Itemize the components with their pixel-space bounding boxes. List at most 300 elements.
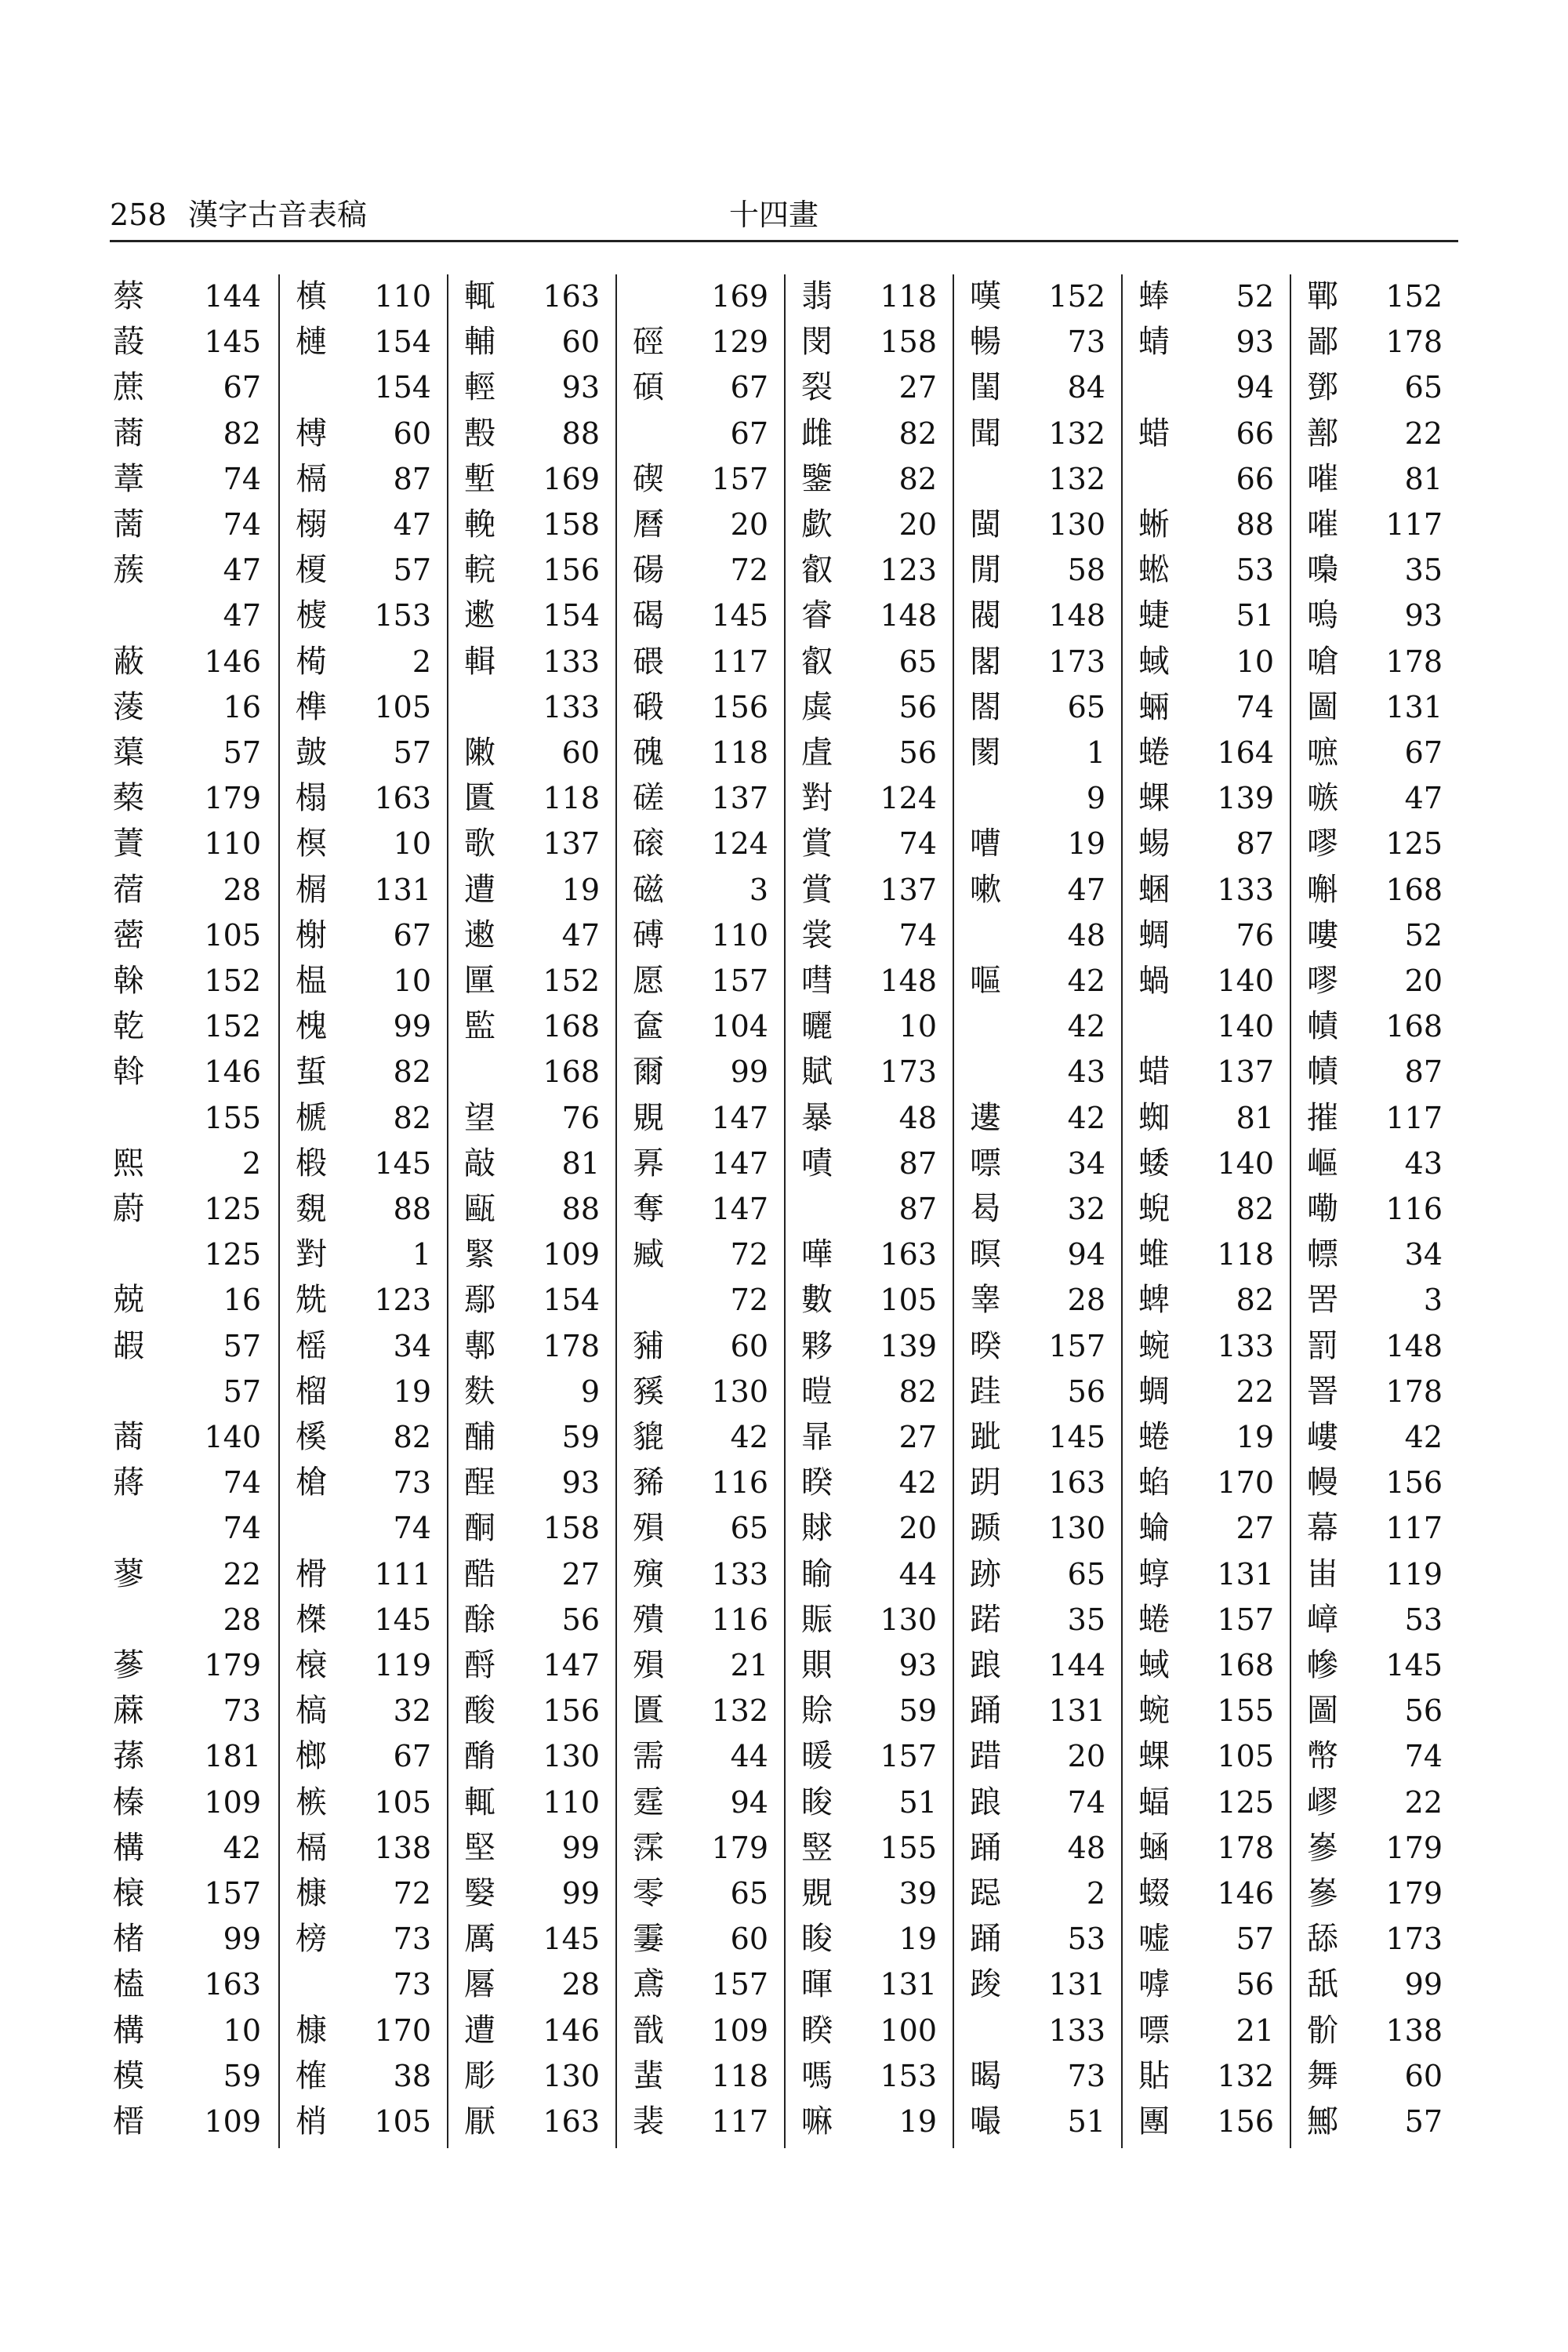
character: 團 (1138, 2103, 1170, 2140)
character: 暃 (801, 1419, 833, 1455)
character: 貔 (633, 1419, 664, 1455)
character: 蔆 (113, 688, 144, 725)
page-reference: 67 (393, 1739, 431, 1774)
page-reference: 168 (543, 1054, 600, 1090)
page-reference: 154 (374, 370, 431, 405)
index-entry (617, 1506, 786, 1551)
page-reference: 145 (543, 1922, 600, 1957)
page-reference: 118 (880, 279, 937, 314)
page-reference: 145 (374, 1145, 431, 1181)
index-entry (110, 548, 278, 593)
character: 舔 (1307, 1921, 1338, 1958)
character: 鄯 (1307, 415, 1338, 452)
index-entry (1291, 1050, 1460, 1094)
page-reference: 93 (1236, 325, 1274, 360)
character: 歌 (464, 826, 495, 862)
index-entry (786, 1552, 954, 1597)
page-reference: 99 (1404, 1967, 1443, 2002)
character: 輔 (464, 324, 495, 361)
page-reference: 133 (1217, 1328, 1274, 1363)
index-entry (280, 1187, 448, 1232)
character: 對 (296, 1236, 327, 1273)
page-reference: 60 (1404, 2058, 1443, 2093)
index-entry (617, 593, 786, 638)
character: 愿 (633, 963, 664, 999)
character: 舞 (1307, 2057, 1338, 2094)
character: 罟 (1307, 1282, 1338, 1319)
index-entry (786, 274, 954, 319)
character: 嘛 (801, 2103, 833, 2140)
page-reference: 116 (711, 1602, 768, 1637)
page-reference: 181 (204, 1739, 261, 1774)
page-reference: 65 (1067, 689, 1105, 724)
character: 殞 (633, 1510, 664, 1547)
character: 榛 (113, 1784, 144, 1820)
index-entry (110, 2054, 278, 2099)
character: 嗺 (1307, 460, 1338, 497)
page-reference: 53 (1404, 1602, 1443, 1637)
character: 閩 (970, 506, 1001, 543)
index-entry (617, 320, 786, 365)
page-reference: 145 (204, 325, 261, 360)
index-entry (786, 1232, 954, 1277)
character: 睽 (801, 1465, 833, 1501)
index-entry (110, 1142, 278, 1186)
page-reference: 105 (374, 2104, 431, 2139)
page-reference: 130 (880, 1602, 937, 1637)
index-entry (954, 685, 1123, 730)
character: 榅 (296, 963, 327, 999)
index-entry (280, 1461, 448, 1505)
index-entry (954, 1552, 1123, 1597)
index-entry (448, 1415, 617, 1460)
page-reference: 44 (898, 1556, 937, 1592)
page-reference: 20 (898, 1511, 937, 1546)
page-reference: 119 (374, 1648, 431, 1682)
page-header (110, 193, 1458, 242)
page-reference: 170 (1217, 1465, 1274, 1501)
index-entry (280, 1552, 448, 1597)
index-entry (1291, 1506, 1460, 1551)
page-reference: 154 (543, 1283, 600, 1318)
page-reference: 74 (898, 917, 937, 953)
character: 圖 (1307, 1693, 1338, 1730)
index-entry (786, 365, 954, 410)
index-entry (1291, 1871, 1460, 1916)
index-entry (617, 1871, 786, 1916)
index-entry (1291, 731, 1460, 775)
character: 蜥 (1138, 506, 1170, 543)
index-entry (1291, 868, 1460, 913)
index-entry (1123, 1187, 1291, 1232)
character: 監 (464, 1008, 495, 1045)
character: 榠 (296, 826, 327, 862)
index-entry (448, 1096, 617, 1141)
page-reference: 42 (898, 1465, 937, 1501)
character: 鄟 (464, 1327, 495, 1364)
index-entry (1291, 1370, 1460, 1414)
character: 鳶 (633, 1966, 664, 2003)
index-entry (954, 2054, 1123, 2099)
character: 嫛 (464, 1875, 495, 1911)
page-reference: 109 (543, 1237, 600, 1272)
character: 磋 (633, 780, 664, 817)
character: 賕 (801, 1510, 833, 1547)
page-reference: 133 (543, 689, 600, 724)
character: 槙 (296, 278, 327, 314)
character: 酲 (464, 1465, 495, 1501)
page-reference: 105 (374, 689, 431, 724)
character: 嘆 (970, 278, 1001, 314)
index-entry (1123, 412, 1291, 456)
page-reference: 42 (730, 1420, 768, 1454)
character: 幓 (1307, 1647, 1338, 1683)
index-entry (280, 776, 448, 821)
character: 蜩 (1138, 916, 1170, 953)
index-column (1290, 274, 1460, 2148)
index-entry (617, 1643, 786, 1688)
index-entry (954, 1142, 1123, 1186)
index-entry (954, 548, 1123, 593)
page-reference: 53 (1067, 1922, 1105, 1957)
index-entry (1291, 1780, 1460, 1825)
page-reference: 93 (898, 1648, 937, 1682)
character: 聞 (970, 415, 1001, 452)
index-entry (280, 1004, 448, 1049)
character: 暟 (801, 1373, 833, 1410)
page-reference: 125 (1385, 826, 1443, 862)
page-reference: 146 (1217, 1876, 1274, 1911)
index-entry (786, 1187, 954, 1232)
character: 嶁 (1307, 1419, 1338, 1455)
page-reference: 153 (880, 2058, 937, 2093)
page-reference: 139 (880, 1328, 937, 1363)
index-entry (280, 959, 448, 1004)
page-reference: 84 (1067, 370, 1105, 405)
page-reference: 42 (1404, 1420, 1443, 1454)
index-entry (954, 1232, 1123, 1277)
index-entry (110, 959, 278, 1004)
page-reference: 35 (1404, 553, 1443, 588)
character: 榦 (113, 963, 144, 999)
page-reference: 100 (880, 2013, 937, 2048)
page-reference: 65 (730, 1511, 768, 1546)
character: 蔏 (113, 1419, 144, 1455)
index-entry (448, 1278, 617, 1323)
index-entry (448, 1780, 617, 1825)
page-reference: 73 (1067, 325, 1105, 360)
character: 榷 (296, 2057, 327, 2094)
index-entry (110, 1050, 278, 1094)
page-reference: 152 (1385, 279, 1443, 314)
page-reference: 179 (204, 781, 261, 816)
index-column (110, 274, 278, 2148)
character: 罯 (1307, 1373, 1338, 1410)
index-entry (448, 1826, 617, 1871)
character: 舐 (1307, 1966, 1338, 2003)
page-reference: 59 (561, 1420, 600, 1454)
character: 蜠 (1138, 871, 1170, 908)
character: 貼 (1138, 2057, 1170, 2094)
index-entry (617, 1370, 786, 1414)
index-entry (448, 776, 617, 821)
page-reference: 124 (711, 826, 768, 862)
page-reference: 51 (898, 1784, 937, 1820)
index-entry (110, 412, 278, 456)
index-entry (110, 776, 278, 821)
page-reference: 47 (393, 507, 431, 542)
character: 皷 (296, 735, 327, 771)
index-entry (954, 1871, 1123, 1916)
index-entry (448, 1461, 617, 1505)
character: 睿 (801, 597, 833, 634)
page-reference: 27 (561, 1556, 600, 1592)
page-reference: 93 (561, 370, 600, 405)
character: 蔣 (113, 1465, 144, 1501)
character: 跀 (970, 1465, 1001, 1501)
character: 輐 (464, 552, 495, 589)
page-reference: 156 (711, 689, 768, 724)
index-entry (280, 1142, 448, 1186)
index-entry (1291, 1826, 1460, 1871)
index-entry (954, 731, 1123, 775)
page-reference: 154 (374, 325, 431, 360)
character: 麩 (464, 1373, 495, 1410)
character: 蜬 (1138, 1829, 1170, 1866)
index-entry (280, 1826, 448, 1871)
index-entry (448, 274, 617, 319)
page-reference: 156 (1385, 1465, 1443, 1501)
index-entry (110, 503, 278, 547)
character: 閥 (970, 597, 1001, 634)
index-entry (786, 1689, 954, 1733)
character: 榗 (113, 2103, 144, 2140)
index-entry (617, 1598, 786, 1642)
character: 臧 (633, 1236, 664, 1273)
character: 覞 (801, 1875, 833, 1911)
index-entry (954, 1780, 1123, 1825)
page-reference: 47 (223, 553, 261, 588)
character: 榽 (296, 1419, 327, 1455)
page-reference: 125 (1217, 1784, 1274, 1820)
page-reference: 132 (1048, 416, 1105, 451)
character: 碫 (633, 688, 664, 725)
page-reference: 87 (898, 1192, 937, 1226)
index-entry (617, 548, 786, 593)
index-entry (786, 959, 954, 1004)
index-entry (617, 1689, 786, 1733)
index-entry (448, 2100, 617, 2144)
index-entry (448, 868, 617, 913)
character: 鄲 (1307, 278, 1338, 314)
index-entry (786, 1598, 954, 1642)
page-reference: 118 (1217, 1237, 1274, 1272)
character: 榼 (113, 1966, 144, 2003)
page-reference: 82 (898, 1374, 937, 1409)
character: 槆 (296, 643, 327, 680)
page-reference: 39 (898, 1876, 937, 1911)
character: 裂 (801, 369, 833, 406)
page-reference: 157 (1048, 1328, 1105, 1363)
page-reference: 179 (1385, 1876, 1443, 1911)
character: 蜲 (1138, 1145, 1170, 1181)
character: 嘝 (1307, 871, 1338, 908)
character: 嗽 (970, 871, 1001, 908)
page-reference: 66 (1236, 461, 1274, 496)
page-reference: 140 (1217, 1145, 1274, 1181)
page-reference: 9 (1086, 781, 1105, 816)
page-reference: 21 (1236, 2013, 1274, 2048)
index-column (784, 274, 954, 2148)
index-entry (786, 1415, 954, 1460)
index-entry (617, 412, 786, 456)
index-entry (280, 1324, 448, 1369)
index-entry (280, 1232, 448, 1277)
index-entry (110, 1004, 278, 1049)
page-reference: 16 (223, 1283, 261, 1318)
character: 鄙 (1307, 324, 1338, 361)
page-reference: 145 (1385, 1648, 1443, 1682)
character: 榭 (296, 916, 327, 953)
page-reference: 152 (543, 964, 600, 998)
character: 蔤 (113, 916, 144, 953)
page-reference: 88 (561, 416, 600, 451)
page-reference: 57 (223, 735, 261, 770)
index-entry (1291, 822, 1460, 866)
page-reference: 56 (1404, 1693, 1443, 1729)
character: 嘌 (970, 1145, 1001, 1181)
index-entry (110, 731, 278, 775)
index-entry (1123, 731, 1291, 775)
page-reference: 148 (1385, 1328, 1443, 1363)
page-reference: 72 (393, 1876, 431, 1911)
index-entry (1123, 1552, 1291, 1597)
page-reference: 67 (730, 416, 768, 451)
character: 睮 (801, 1555, 833, 1592)
page-reference: 168 (1385, 1009, 1443, 1044)
page-reference: 147 (711, 1192, 768, 1226)
index-entry (448, 457, 617, 502)
index-entry (1291, 2054, 1460, 2099)
index-entry (448, 1643, 617, 1688)
character: 蜷 (1138, 735, 1170, 771)
page-reference: 133 (1048, 2013, 1105, 2048)
character: 槺 (296, 1875, 327, 1911)
index-entry (1291, 1187, 1460, 1232)
page-reference: 19 (1236, 1420, 1274, 1454)
character: 蜱 (1138, 1282, 1170, 1319)
index-entry (110, 365, 278, 410)
index-entry (1291, 1142, 1460, 1186)
page-reference: 116 (711, 1465, 768, 1501)
character: 蜚 (633, 2057, 664, 2094)
index-entry (786, 1324, 954, 1369)
character: 暖 (801, 1738, 833, 1775)
character: 嵾 (1307, 1875, 1338, 1911)
page-reference: 168 (543, 1009, 600, 1044)
page-reference: 99 (223, 1922, 261, 1957)
page-reference: 154 (543, 598, 600, 633)
character: 蔘 (113, 1647, 144, 1683)
character: 蔏 (113, 415, 144, 452)
character: 碣 (633, 597, 664, 634)
character: 酳 (464, 1738, 495, 1775)
index-entry (280, 913, 448, 958)
index-entry (1123, 1415, 1291, 1460)
page-reference: 48 (898, 1100, 937, 1135)
page-reference: 34 (393, 1328, 431, 1363)
page-reference: 138 (374, 1830, 431, 1865)
index-entry (1123, 2100, 1291, 2144)
character: 鄦 (1307, 2103, 1338, 2140)
character: 酴 (464, 1601, 495, 1638)
page-reference: 1 (412, 1237, 431, 1272)
page-reference: 73 (393, 1465, 431, 1501)
character-index-table (110, 274, 1458, 2148)
index-entry (448, 548, 617, 593)
character: 蓿 (113, 871, 144, 908)
index-entry (954, 593, 1123, 638)
page-reference: 163 (1048, 1465, 1105, 1501)
index-entry (954, 274, 1123, 319)
page-reference: 137 (711, 781, 768, 816)
page-reference: 10 (898, 1009, 937, 1044)
character: 蔗 (113, 369, 144, 406)
character: 蹃 (970, 1601, 1001, 1638)
index-entry (617, 365, 786, 410)
character: 酮 (464, 1510, 495, 1547)
page-reference: 179 (204, 1648, 261, 1682)
index-entry (786, 685, 954, 730)
character: 斡 (113, 1054, 144, 1091)
character: 蜼 (1138, 1236, 1170, 1273)
character: 踉 (970, 1647, 1001, 1683)
page-reference: 158 (543, 507, 600, 542)
index-entry (617, 2009, 786, 2053)
page-reference: 76 (561, 1100, 600, 1135)
index-entry (448, 1370, 617, 1414)
character: 磁 (633, 871, 664, 908)
page-reference: 74 (1404, 1739, 1443, 1774)
index-entry (617, 1278, 786, 1323)
index-entry (954, 2100, 1123, 2144)
page-reference: 60 (561, 735, 600, 770)
page-reference: 67 (393, 917, 431, 953)
page-reference: 74 (898, 826, 937, 862)
character: 叡 (801, 552, 833, 589)
page-reference: 93 (1404, 598, 1443, 633)
index-entry (1291, 1278, 1460, 1323)
page-reference: 74 (1236, 689, 1274, 724)
index-entry (448, 640, 617, 684)
index-entry (617, 1826, 786, 1871)
character: 暝 (970, 1236, 1001, 1273)
index-entry (954, 1370, 1123, 1414)
index-entry (1291, 365, 1460, 410)
page-reference: 148 (880, 964, 937, 998)
index-entry (1291, 1962, 1460, 2007)
index-entry (954, 1278, 1123, 1323)
character: 蝃 (1138, 1875, 1170, 1911)
page-reference: 42 (223, 1830, 261, 1865)
index-entry (1123, 1643, 1291, 1688)
index-entry (1123, 1734, 1291, 1779)
index-entry (1123, 365, 1291, 410)
index-entry (1291, 1598, 1460, 1642)
character: 蜭 (1138, 1465, 1170, 1501)
character: 酹 (464, 1647, 495, 1683)
character: 嘏 (113, 1327, 144, 1364)
